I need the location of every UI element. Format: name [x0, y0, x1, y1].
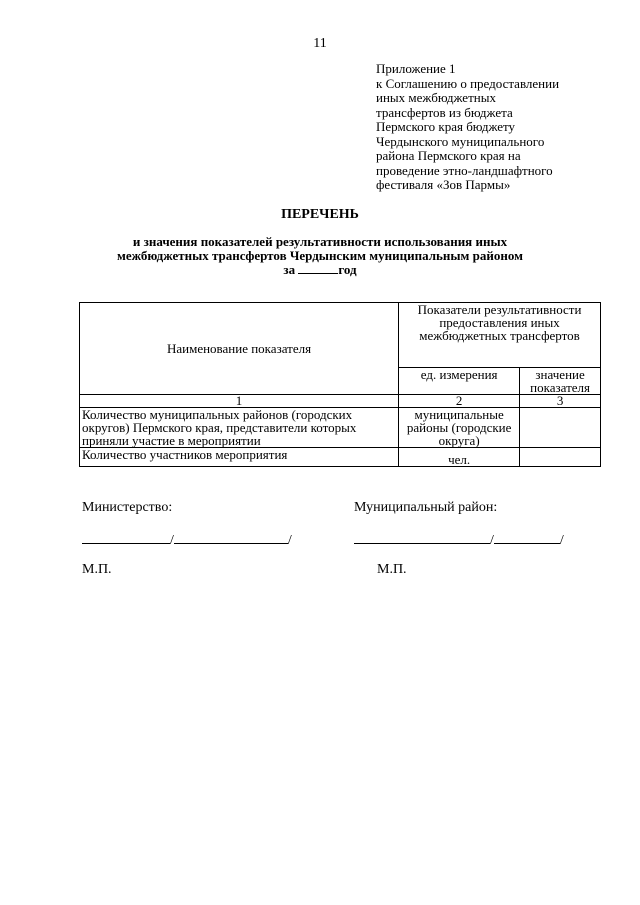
header-indicators-group: Показатели результативности предоставления иных межбюджетных трансфертов — [399, 303, 601, 368]
name-blank[interactable] — [494, 531, 560, 544]
municipal-district-label: Муниципальный район: — [354, 500, 498, 515]
column-number: 2 — [399, 395, 520, 408]
row-unit: чел. — [399, 448, 520, 467]
header-unit: ед. измерения — [399, 368, 520, 395]
subtitle-year-suffix: год — [338, 262, 357, 277]
row-unit: муниципальные районы (городские округа) — [399, 408, 520, 448]
appendix-line: Приложение 1 — [376, 61, 456, 76]
stamp-placeholder-left: М.П. — [82, 562, 112, 577]
appendix-line: проведение этно-ландшафтного — [376, 162, 553, 178]
ministry-label: Министерство: — [82, 500, 173, 515]
appendix-line: иных межбюджетных — [376, 90, 496, 105]
stamp-placeholder-right: М.П. — [377, 562, 407, 577]
municipal-signature-line[interactable]: / / — [354, 531, 564, 549]
appendix-line: к Соглашению о предоставлении — [376, 75, 560, 91]
subtitle-line-2: межбюджетных трансфертов Чердынским муниципальным районом — [117, 247, 523, 263]
table-row — [80, 408, 601, 448]
signature-blank[interactable] — [354, 531, 490, 544]
column-number: 3 — [520, 395, 601, 408]
appendix-line: Пермского края бюджету — [376, 119, 516, 134]
document-title: ПЕРЕЧЕНЬ — [281, 207, 359, 222]
table-header-row — [80, 303, 601, 368]
header-indicator-name: Наименование показателя — [80, 303, 399, 395]
row-indicator-name: Количество муниципальных районов (городских округов) Пермского края, представители которых приняли участие в мероприятии — [80, 408, 399, 448]
ministry-signature-line[interactable]: / / — [82, 531, 292, 549]
column-numbers-row — [80, 395, 601, 408]
row-indicator-name: Количество участников мероприятия — [80, 448, 399, 467]
appendix-line: трансфертов из бюджета — [376, 104, 513, 120]
document-subtitle — [0, 235, 640, 277]
column-number: 1 — [80, 395, 399, 408]
header-value: значение показателя — [520, 368, 601, 395]
appendix-line: Чердынского муниципального — [376, 133, 545, 149]
appendix-line: фестиваля «Зов Пармы» — [376, 177, 511, 192]
subtitle-year-prefix: за — [283, 262, 299, 277]
row-value — [520, 448, 601, 467]
name-blank[interactable] — [174, 531, 288, 544]
appendix-note — [376, 62, 616, 193]
subtitle-line-1: и значения показателей результативности использования иных — [132, 234, 508, 249]
table-row — [80, 448, 601, 467]
appendix-line: района Пермского края на — [376, 148, 521, 163]
page-number: 11 — [313, 36, 327, 51]
signature-blank[interactable] — [82, 531, 170, 544]
year-blank — [298, 262, 338, 274]
subtitle-line-3 — [0, 262, 640, 277]
indicators-table — [79, 302, 601, 467]
row-value — [520, 408, 601, 448]
